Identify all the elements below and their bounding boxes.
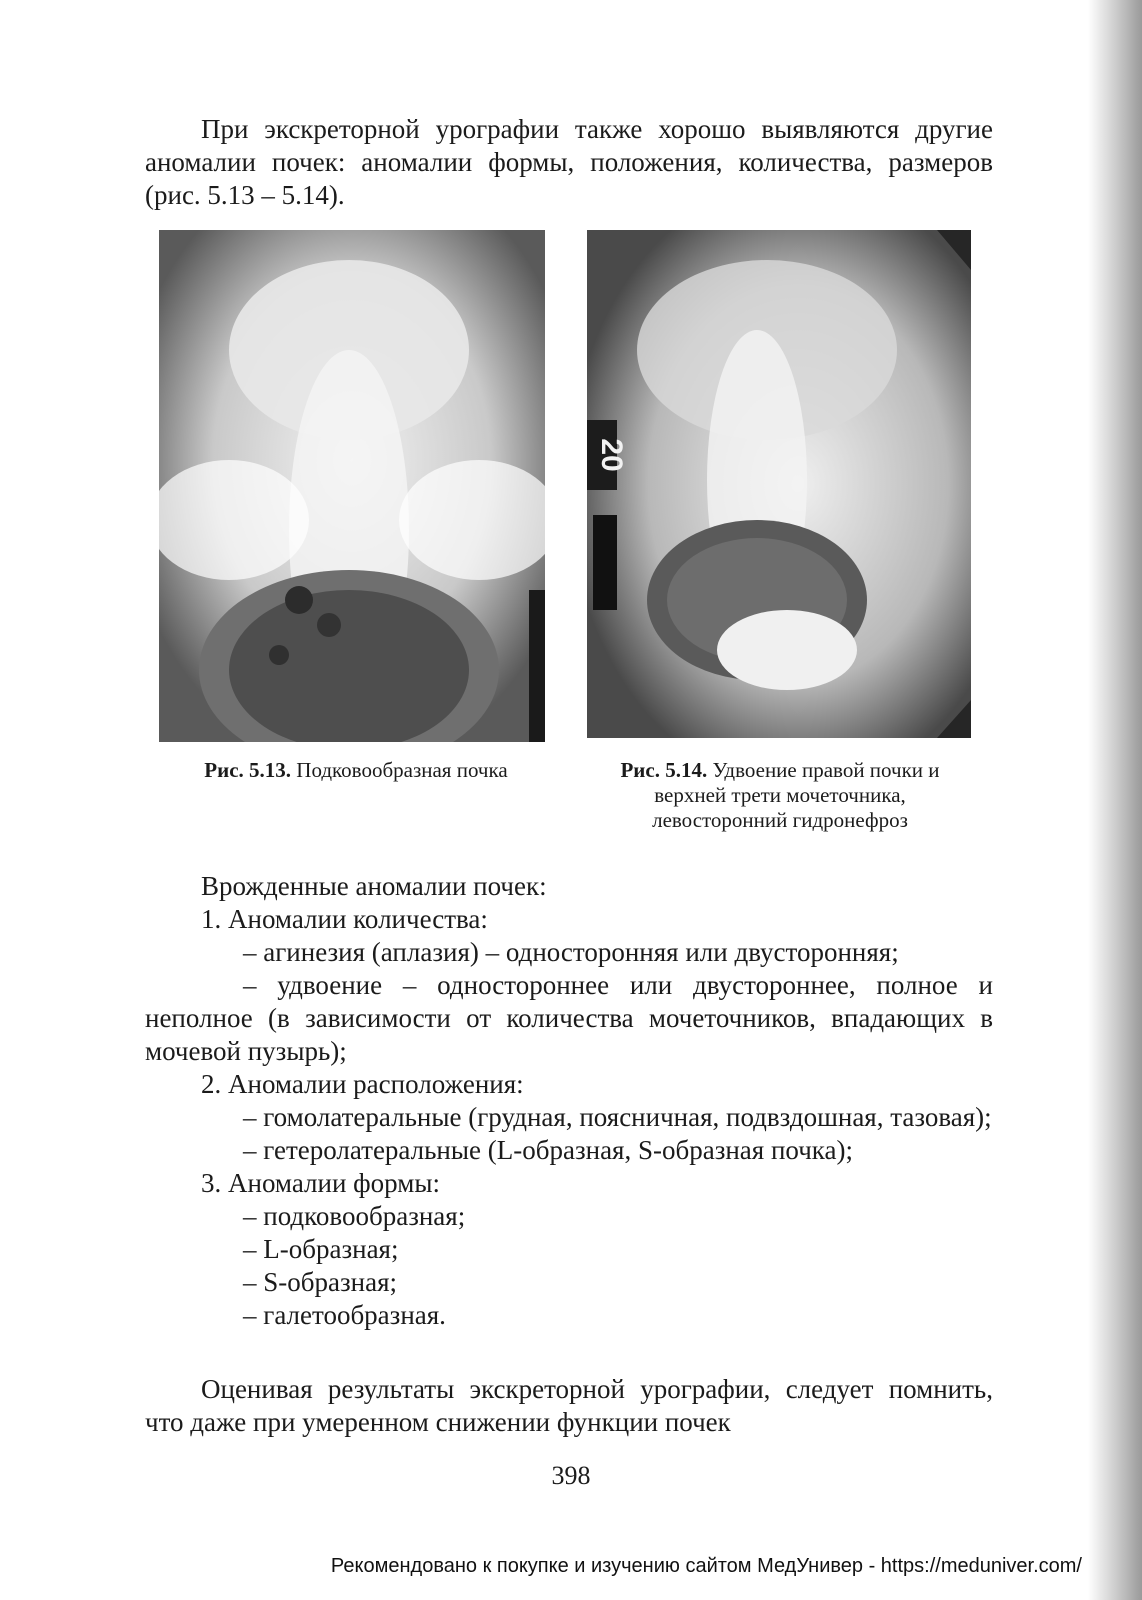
anomaly-group-shape: 3. Аномалии формы: (201, 1168, 440, 1198)
anomaly-homolateral: – гомолатеральные (грудная, поясничная, подвздошная, тазовая); (243, 1102, 992, 1132)
anomaly-s-shaped: – S-образная; (243, 1267, 397, 1297)
outro-paragraph: Оценивая результаты экскреторной урографии, следует помнить, что даже при умеренном снижении функции почек (145, 1374, 993, 1437)
figure-5-13-xray (159, 230, 545, 742)
anomalies-list (145, 870, 993, 1332)
anomaly-horseshoe: – подковообразная; (243, 1201, 466, 1231)
scan-edge-shadow (1088, 0, 1142, 1600)
anomaly-pancake: – галетообразная. (243, 1300, 446, 1330)
anomaly-duplication: – удвоение – одностороннее или двустороннее, полное и неполное (в зависимости от количества мочеточников, впадающих в мочевой пузырь); (145, 970, 993, 1066)
xray-duplicated-kidney-image (587, 230, 971, 738)
figure-5-14-caption (588, 758, 972, 833)
anomaly-l-shaped: – L-образная; (243, 1234, 399, 1264)
figure-5-13-caption (200, 758, 512, 783)
anomaly-heterolateral: – гетеролатеральные (L-образная, S-образная почка); (243, 1135, 853, 1165)
figure-5-14-caption-text: Удвоение правой почки и верхней трети мочеточника, левосторонний гидронефроз (652, 758, 940, 832)
page-number: 398 (551, 1461, 591, 1490)
anomaly-group-position: 2. Аномалии расположения: (201, 1069, 524, 1099)
xray-horseshoe-kidney-image (159, 230, 545, 742)
anomaly-group-quantity: 1. Аномалии количества: (201, 904, 488, 934)
anomalies-heading: Врожденные аномалии почек: (201, 871, 547, 901)
film-marker-label: 20 (595, 438, 628, 472)
anomaly-agenesis: – агинезия (аплазия) – односторонняя или двусторонняя; (243, 937, 899, 967)
figure-5-14-label: Рис. 5.14. (620, 758, 708, 782)
footer-link[interactable]: Рекомендовано к покупке и изучению сайтом МедУнивер - https://meduniver.com/ (330, 1555, 1082, 1577)
figure-5-13-label: Рис. 5.13. (204, 758, 292, 782)
figure-5-13-caption-text: Подковообразная почка (296, 758, 508, 782)
figure-5-14-xray (587, 230, 971, 738)
intro-paragraph: При экскреторной урографии также хорошо выявляются другие аномалии почек: аномалии формы, положения, количества, размеров (рис. 5.13 – 5.14). (145, 114, 993, 210)
